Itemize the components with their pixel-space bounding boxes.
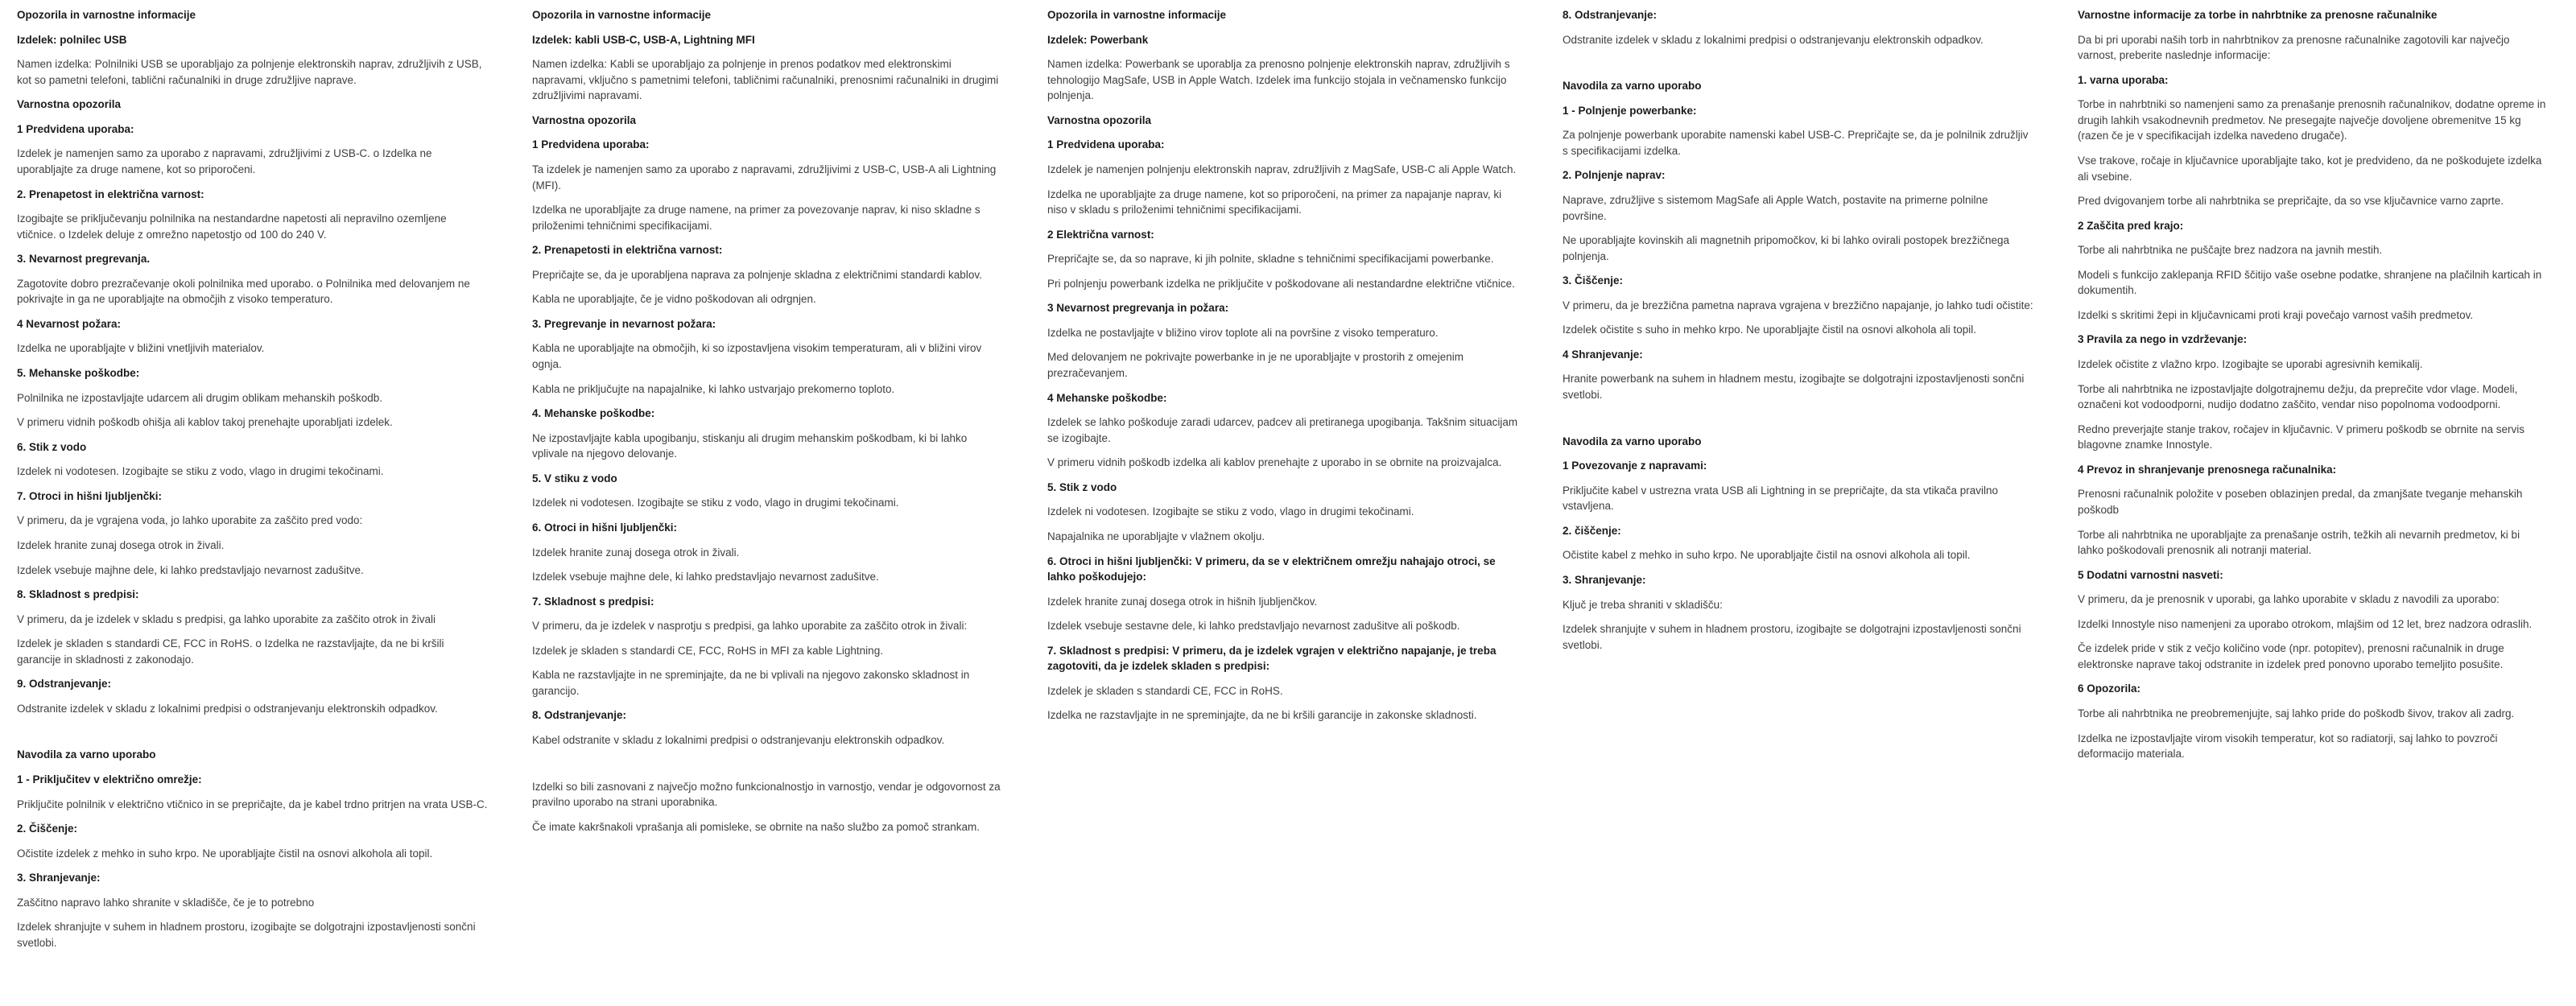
paragraph: Zaščitno napravo lahko shranite v skladišče, če je to potrebno xyxy=(17,896,315,909)
section-heading: 2 Električna varnost: xyxy=(1047,228,1154,241)
section-heading: Opozorila in varnostne informacije xyxy=(17,9,196,21)
section-heading: 9. Odstranjevanje: xyxy=(17,678,112,691)
paragraph: Izdelek vsebuje sestavne dele, ki lahko predstavljajo nevarnost zadušitve ali poškodb. xyxy=(1047,620,1460,633)
section-heading: Varnostne informacije za torbe in nahrbtnike za prenosne računalnike xyxy=(2078,9,2438,21)
paragraph: Vse trakove, ročaje in ključavnice uporabljajte tako, kot je predvideno, da ne poškodujete izdelka ali vsebine. xyxy=(2078,154,2542,183)
section-heading: Varnostna opozorila xyxy=(1047,113,1152,126)
paragraph: V primeru, da je izdelek v nasprotju s predpisi, ga lahko uporabite za zaščito otrok in živali: xyxy=(532,620,968,633)
section-heading: Navodila za varno uporabo xyxy=(17,748,156,761)
paragraph: Izdelek hranite zunaj dosega otrok in hišnih ljubljenčkov. xyxy=(1047,595,1318,608)
paragraph: Izdelki Innostyle niso namenjeni za uporabo otrokom, mlajšim od 12 let, brez nadzora odraslih. xyxy=(2078,617,2533,630)
section-heading: 2. Prenapetosti in električna varnost: xyxy=(532,244,723,257)
paragraph: Izdelki s skritimi žepi in ključavnicami proti kraji povečajo varnost vaših predmetov. xyxy=(2078,308,2474,321)
paragraph: Pred dvigovanjem torbe ali nahrbtnika se prepričajte, da so vse ključavnice varno zaprte. xyxy=(2078,195,2504,208)
paragraph: Očistite kabel z mehko in suho krpo. Ne uporabljajte čistil na osnovi alkohola ali topil. xyxy=(1563,549,1971,562)
paragraph: Izdelek očistite z vlažno krpo. Izogibajte se uporabi agresivnih kemikalij. xyxy=(2078,358,2423,370)
section-heading: 8. Odstranjevanje: xyxy=(532,709,627,722)
section-heading: 5. Mehanske poškodbe: xyxy=(17,367,140,379)
paragraph: V primeru vidnih poškodb ohišja ali kablov takoj prenehajte uporabljati izdelek. xyxy=(17,416,393,429)
section-heading: 3 Pravila za nego in vzdrževanje: xyxy=(2078,333,2248,346)
paragraph: Ključ je treba shraniti v skladišču: xyxy=(1563,598,1723,611)
paragraph: Izdelek je skladen s standardi CE, FCC, RoHS in MFI za kable Lightning. xyxy=(532,644,883,657)
section-heading: 6. Stik z vodo xyxy=(17,440,87,453)
paragraph: V primeru, da je vgrajena voda, jo lahko uporabite za zaščito pred vodo: xyxy=(17,514,363,527)
section-heading: 3. Shranjevanje: xyxy=(17,872,101,884)
paragraph: Očistite izdelek z mehko in suho krpo. Ne uporabljajte čistil na osnovi alkohola ali topil. xyxy=(17,847,433,860)
paragraph: Izdelek ni vodotesen. Izogibajte se stiku z vodo, vlago in drugimi tekočinami. xyxy=(17,465,384,478)
section-heading: 1 Predvidena uporaba: xyxy=(1047,138,1165,151)
section-heading: 8. Skladnost s predpisi: xyxy=(17,588,139,601)
section-heading: 6 Opozorila: xyxy=(2078,682,2141,695)
paragraph: Ta izdelek je namenjen samo za uporabo z napravami, združljivimi z USB-C, USB-A ali Lightning (MFI). xyxy=(532,163,997,192)
paragraph: Napajalnika ne uporabljajte v vlažnem okolju. xyxy=(1047,530,1265,542)
section-heading: 4 Nevarnost požara: xyxy=(17,317,122,330)
section-heading: 4 Shranjevanje: xyxy=(1563,348,1643,361)
paragraph: Kabel odstranite v skladu z lokalnimi predpisi o odstranjevanju elektronskih odpadkov. xyxy=(532,734,945,746)
section-heading: 1. varna uporaba: xyxy=(2078,73,2169,86)
paragraph: Polnilnika ne izpostavljajte udarcem ali drugim oblikam mehanskih poškodb. xyxy=(17,391,382,404)
paragraph: Izdelka ne uporabljajte v bližini vnetljivih materialov. xyxy=(17,342,265,355)
section-heading: 3. Čiščenje: xyxy=(1563,274,1624,287)
paragraph: V primeru, da je izdelek v skladu s predpisi, ga lahko uporabite za zaščito otrok in živali xyxy=(17,612,436,625)
section-heading: 4 Prevoz in shranjevanje prenosnega računalnika: xyxy=(2078,463,2337,476)
paragraph: Modeli s funkcijo zaklepanja RFID ščitijo vaše osebne podatke, shranjene na plačilnih karticah in dokumentih. xyxy=(2078,268,2542,297)
section-heading: 1 Predvidena uporaba: xyxy=(532,138,650,151)
paragraph: Odstranite izdelek v skladu z lokalnimi predpisi o odstranjevanju elektronskih odpadkov. xyxy=(1563,33,1984,46)
paragraph: Izdelek vsebuje majhne dele, ki lahko predstavljajo nevarnost zadušitve. xyxy=(532,571,879,583)
paragraph: Hranite powerbank na suhem in hladnem mestu, izogibajte se dolgotrajni izpostavljenosti sončni svetlobi. xyxy=(1563,373,2025,401)
paragraph: Ne izpostavljajte kabla upogibanju, stiskanju ali drugim mehanskim poškodbam, ki bi lahko vplivale na njegovo delovanje. xyxy=(532,431,968,460)
paragraph: Priključite kabel v ustrezna vrata USB ali Lightning in se prepričajte, da sta vtikača pravilno vstavljena. xyxy=(1563,484,1999,513)
section-heading: 1 Povezovanje z napravami: xyxy=(1563,460,1707,472)
section-heading: 4 Mehanske poškodbe: xyxy=(1047,391,1167,404)
paragraph: Torbe in nahrbtniki so namenjeni samo za prenašanje prenosnih računalnikov, dodatne opreme in drugih lahkih vsakodnevnih predmetov. Ne presegajte največje dovoljene obremenitve 15 kg (razen če je v specifikacijah izdelka navedeno drugače). xyxy=(2078,98,2546,142)
paragraph: Torbe ali nahrbtnika ne preobremenjujte, saj lahko pride do poškodb šivov, trakov ali zadrg. xyxy=(2078,707,2515,719)
safety-column-usb-charger xyxy=(0,7,515,960)
paragraph: Torbe ali nahrbtnika ne izpostavljajte dolgotrajnemu dežju, da preprečite vdor vlage. Modeli, označeni kot vodoodporni, nudijo dodatno zaščito, vendar niso popolnoma vodoodporni. xyxy=(2078,382,2518,411)
section-heading: 4. Mehanske poškodbe: xyxy=(532,407,655,420)
paragraph: Izdelka ne postavljajte v bližino virov toplote ali na površine z visoko temperaturo. xyxy=(1047,326,1439,339)
section-heading: 3. Pregrevanje in nevarnost požara: xyxy=(532,317,716,330)
paragraph: Izdelek očistite s suho in mehko krpo. Ne uporabljajte čistil na osnovi alkohola ali topil. xyxy=(1563,324,1977,336)
paragraph: Izdelek vsebuje majhne dele, ki lahko predstavljajo nevarnost zadušitve. xyxy=(17,563,364,576)
paragraph: Izdelek je namenjen samo za uporabo z napravami, združljivimi z USB-C. o Izdelka ne uporabljajte za druge namene, kot so priporočeni. xyxy=(17,147,432,175)
paragraph: Izdelek ni vodotesen. Izogibajte se stiku z vodo, vlago in drugimi tekočinami. xyxy=(532,497,899,509)
paragraph: Izdelek shranjujte v suhem in hladnem prostoru, izogibajte se dolgotrajni izpostavljenosti sončni svetlobi. xyxy=(17,921,476,949)
paragraph: Kabla ne priključujte na napajalnike, ki lahko ustvarjajo prekomerno toploto. xyxy=(532,382,895,395)
paragraph: Naprave, združljive s sistemom MagSafe ali Apple Watch, postavite na primerne polnilne površine. xyxy=(1563,193,1988,222)
paragraph: Za polnjenje powerbank uporabite namenski kabel USB-C. Prepričajte se, da je polnilnik združljiv s specifikacijami izdelka. xyxy=(1563,129,2029,157)
paragraph: Zagotovite dobro prezračevanje okoli polnilnika med uporabo. o Polnilnika med delovanjem ne pokrivajte in ga ne uporabljajte na območjih z visoko temperaturo. xyxy=(17,277,470,306)
paragraph: Izdelka ne uporabljajte za druge namene, na primer za povezovanje naprav, ki niso skladne s priloženimi tehničnimi specifikacijami. xyxy=(532,204,980,232)
paragraph: Priključite polnilnik v električno vtičnico in se prepričajte, da je kabel trdno pritrjen na vrata USB-C. xyxy=(17,798,488,810)
paragraph: Namen izdelka: Kabli se uporabljajo za polnjenje in prenos podatkov med elektronskimi napravami, vključno s pametnimi telefoni, tabličnimi računalniki, prenosnimi računalniki in drugimi združljivimi napravami. xyxy=(532,58,999,102)
paragraph: Izdelek hranite zunaj dosega otrok in živali. xyxy=(17,538,225,551)
section-heading: 1 Predvidena uporaba: xyxy=(17,122,134,135)
paragraph: Izdelek shranjujte v suhem in hladnem prostoru, izogibajte se dolgotrajni izpostavljenosti sončni svetlobi. xyxy=(1563,623,2021,651)
paragraph: V primeru vidnih poškodb izdelka ali kablov prenehajte z uporabo in se obrnite na proizvajalca. xyxy=(1047,456,1502,469)
section-heading: 3 Nevarnost pregrevanja in požara: xyxy=(1047,302,1229,315)
section-heading: 2. Čiščenje: xyxy=(17,823,78,835)
paragraph: Če izdelek pride v stik z večjo količino vode (npr. potopitev), prenosni računalnik in druge elektronske naprave takoj odstranite in izdelek pred ponovno uporabo temeljito posušite. xyxy=(2078,642,2504,670)
paragraph: Redno preverjajte stanje trakov, ročajev in ključavnic. V primeru poškodb se obrnite na servis blagovne znamke Innostyle. xyxy=(2078,423,2525,451)
section-heading: 1 - Polnjenje powerbanke: xyxy=(1563,104,1697,117)
paragraph: Izdelka ne razstavljajte in ne spreminjajte, da ne bi kršili garancije in zakonske skladnosti. xyxy=(1047,709,1477,722)
section-heading: 2 Zaščita pred krajo: xyxy=(2078,219,2184,232)
section-heading: Varnostna opozorila xyxy=(532,113,637,126)
section-heading: Izdelek: kabli USB-C, USB-A, Lightning MFI xyxy=(532,33,755,46)
section-heading: Izdelek: Powerbank xyxy=(1047,33,1149,46)
section-heading: Navodila za varno uporabo xyxy=(1563,435,1702,447)
paragraph: V primeru, da je brezžična pametna naprava vgrajena v brezžično napajanje, jo lahko tudi očistite: xyxy=(1563,299,2033,311)
section-heading: 3. Shranjevanje: xyxy=(1563,573,1646,586)
section-heading: 7. Skladnost s predpisi: V primeru, da je izdelek vgrajen v električno napajanje, je treba zagotoviti, da je izdelek skladen s predpisi: xyxy=(1047,644,1496,673)
section-heading: 8. Odstranjevanje: xyxy=(1563,9,1657,21)
paragraph: V primeru, da je prenosnik v uporabi, ga lahko uporabite v skladu z navodili za uporabo: xyxy=(2078,593,2500,606)
section-heading: 5. V stiku z vodo xyxy=(532,472,617,484)
paragraph: Izdelek se lahko poškoduje zaradi udarcev, padcev ali pretiranega upogibanja. Takšnim situacijam se izogibajte. xyxy=(1047,416,1518,444)
safety-column-cables xyxy=(515,7,1030,843)
section-heading: 6. Otroci in hišni ljubljenčki: V primeru, da se v električnem omrežju nahajajo otroci, se lahko poškodujejo: xyxy=(1047,555,1496,583)
paragraph: Izdelek hranite zunaj dosega otrok in živali. xyxy=(532,546,740,559)
paragraph: Namen izdelka: Powerbank se uporablja za prenosno polnjenje elektronskih naprav, združljivih s tehnologijo MagSafe, USB in Apple Watch. Izdelek ima funkcijo stojala in večnamensko funkcijo polnjenja. xyxy=(1047,58,1510,102)
paragraph: Izdelek je skladen s standardi CE, FCC in RoHS. o Izdelka ne razstavljajte, da ne bi kršili garancije in skladnosti z zakonodajo. xyxy=(17,637,444,666)
section-heading: 2. Polnjenje naprav: xyxy=(1563,169,1666,182)
paragraph: Izdelek je skladen s standardi CE, FCC in RoHS. xyxy=(1047,684,1283,697)
section-heading: 6. Otroci in hišni ljubljenčki: xyxy=(532,521,678,534)
paragraph: Če imate kakršnakoli vprašanja ali pomisleke, se obrnite na našo službo za pomoč strankam. xyxy=(532,820,980,833)
paragraph: Med delovanjem ne pokrivajte powerbanke in je ne uporabljajte v prostorih z omejenim prezračevanjem. xyxy=(1047,351,1464,379)
paragraph: Izdelki so bili zasnovani z največjo možno funkcionalnostjo in varnostjo, vendar je odgovornost za pravilno uporabo na strani uporabnika. xyxy=(532,780,1001,809)
section-heading: 1 - Priključitev v električno omrežje: xyxy=(17,773,202,785)
paragraph: Da bi pri uporabi naših torb in nahrbtnikov za prenosne računalnike zagotovili kar največjo varnost, preberite naslednje informacije: xyxy=(2078,33,2510,62)
paragraph: Odstranite izdelek v skladu z lokalnimi predpisi o odstranjevanju elektronskih odpadkov. xyxy=(17,702,438,715)
safety-column-laptop-bags xyxy=(2061,7,2576,771)
paragraph: Prepričajte se, da so naprave, ki jih polnite, skladne s tehničnimi specifikacijami powerbanke. xyxy=(1047,253,1494,266)
paragraph: Ne uporabljajte kovinskih ali magnetnih pripomočkov, ki bi lahko ovirali postopek brezžičnega polnjenja. xyxy=(1563,234,2010,262)
section-heading: Navodila za varno uporabo xyxy=(1563,80,1702,93)
paragraph: Kabla ne uporabljajte, če je vidno poškodovan ali odrgnjen. xyxy=(532,293,816,306)
paragraph: Kabla ne razstavljajte in ne spreminjajte, da ne bi vplivali na njegovo zakonsko skladnost in garancijo. xyxy=(532,669,970,697)
paragraph: Torbe ali nahrbtnika ne uporabljajte za prenašanje ostrih, težkih ali nevarnih predmetov, ki bi lahko poškodovali prenosnik ali notranji material. xyxy=(2078,528,2520,557)
section-heading: Opozorila in varnostne informacije xyxy=(1047,9,1227,21)
paragraph: Namen izdelka: Polnilniki USB se uporabljajo za polnjenje elektronskih naprav, združljivih z USB, kot so pametni telefoni, tablični računalniki in druge združljive naprave. xyxy=(17,58,482,86)
section-heading: 7. Otroci in hišni ljubljenčki: xyxy=(17,489,163,502)
paragraph: Prenosni računalnik položite v poseben oblazinjen predal, da zmanjšate tveganje mehanskih poškodb xyxy=(2078,488,2523,516)
section-heading: 3. Nevarnost pregrevanja. xyxy=(17,253,151,266)
paragraph: Pri polnjenju powerbank izdelka ne priključite v poškodovane ali nestandardne električne vtičnice. xyxy=(1047,277,1515,290)
safety-column-powerbank-continued xyxy=(1546,7,2061,662)
paragraph: Izdelka ne izpostavljajte virom visokih temperatur, kot so radiatorji, saj lahko to povzroči deformacijo materiala. xyxy=(2078,732,2498,761)
section-heading: 2. čiščenje: xyxy=(1563,524,1621,537)
section-heading: 2. Prenapetost in električna varnost: xyxy=(17,188,204,200)
section-heading: 7. Skladnost s predpisi: xyxy=(532,595,654,608)
paragraph: Torbe ali nahrbtnika ne puščajte brez nadzora na javnih mestih. xyxy=(2078,244,2383,257)
safety-column-powerbank xyxy=(1030,7,1546,732)
paragraph: Izdelek ni vodotesen. Izogibajte se stiku z vodo, vlago in drugimi tekočinami. xyxy=(1047,505,1414,518)
section-heading: Izdelek: polnilec USB xyxy=(17,33,127,46)
paragraph: Prepričajte se, da je uporabljena naprava za polnjenje skladna z električnimi standardi kablov. xyxy=(532,268,982,281)
section-heading: 5. Stik z vodo xyxy=(1047,480,1117,493)
paragraph: Izogibajte se priključevanju polnilnika na nestandardne napetosti ali nepravilno ozemljene vtičnice. o Izdelek deluje z omrežno napetostjo od 100 do 240 V. xyxy=(17,212,447,241)
paragraph: Izdelek je namenjen polnjenju elektronskih naprav, združljivih z MagSafe, USB-C ali Apple Watch. xyxy=(1047,163,1517,175)
section-heading: Opozorila in varnostne informacije xyxy=(532,9,712,21)
section-heading: Varnostna opozorila xyxy=(17,98,122,111)
section-heading: 5 Dodatni varnostni nasveti: xyxy=(2078,568,2223,581)
paragraph: Izdelka ne uporabljajte za druge namene, kot so priporočeni, na primer za napajanje naprav, ki niso v skladu s priloženimi tehničnimi specifikacijami. xyxy=(1047,188,1502,216)
paragraph: Kabla ne uporabljajte na območjih, ki so izpostavljena visokim temperaturam, ali v bližini virov ognja. xyxy=(532,342,982,370)
